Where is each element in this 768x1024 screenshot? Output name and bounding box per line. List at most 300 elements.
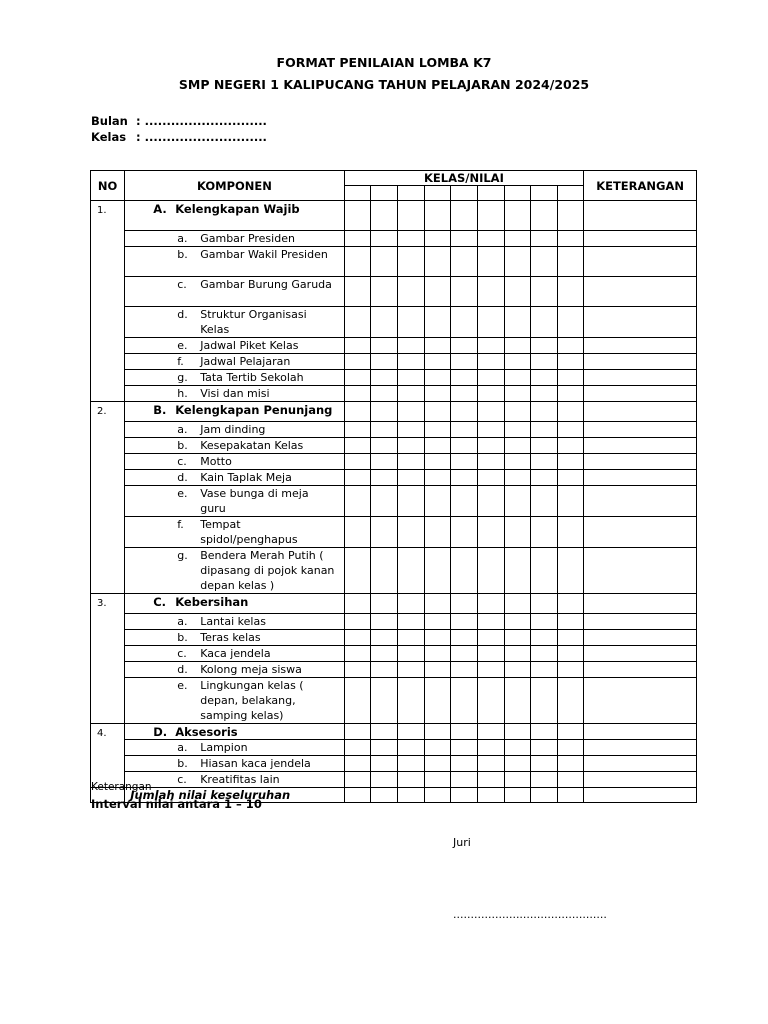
score-cell[interactable]: [397, 662, 424, 678]
score-cell[interactable]: [558, 678, 584, 724]
item-label: Hiasan kaca jendela: [200, 757, 311, 770]
score-cell[interactable]: [558, 724, 584, 740]
score-cell[interactable]: [478, 678, 505, 724]
score-cell[interactable]: [397, 788, 424, 803]
score-cell[interactable]: [424, 630, 451, 646]
item-letter: e.: [177, 339, 188, 352]
score-cell[interactable]: [558, 438, 584, 454]
score-cell[interactable]: [424, 788, 451, 803]
score-cell[interactable]: [344, 386, 371, 402]
score-cell[interactable]: [531, 370, 558, 386]
score-cell[interactable]: [451, 338, 478, 354]
score-cell[interactable]: [451, 354, 478, 370]
score-cell[interactable]: [531, 354, 558, 370]
score-cell[interactable]: [478, 454, 505, 470]
score-cell[interactable]: [424, 678, 451, 724]
score-cell[interactable]: [424, 470, 451, 486]
score-cell[interactable]: [558, 630, 584, 646]
score-cell[interactable]: [451, 386, 478, 402]
score-cell[interactable]: [397, 594, 424, 614]
score-cell[interactable]: [371, 338, 398, 354]
score-cell[interactable]: [397, 724, 424, 740]
score-cell[interactable]: [424, 772, 451, 788]
score-cell[interactable]: [344, 486, 371, 517]
score-cell[interactable]: [504, 724, 531, 740]
keterangan-cell[interactable]: [584, 370, 697, 386]
score-cell[interactable]: [504, 247, 531, 277]
score-cell[interactable]: [558, 740, 584, 756]
score-cell[interactable]: [478, 517, 505, 548]
score-cell[interactable]: [344, 402, 371, 422]
score-cell[interactable]: [451, 486, 478, 517]
score-cell[interactable]: [451, 594, 478, 614]
score-cell[interactable]: [397, 470, 424, 486]
score-cell[interactable]: [451, 662, 478, 678]
keterangan-cell[interactable]: [584, 277, 697, 307]
score-cell[interactable]: [558, 307, 584, 338]
score-cell[interactable]: [558, 772, 584, 788]
score-cell[interactable]: [424, 454, 451, 470]
item-letter: e.: [177, 487, 188, 500]
row-number-empty: [91, 370, 125, 386]
keterangan-cell[interactable]: [584, 201, 697, 231]
score-cell[interactable]: [478, 772, 505, 788]
score-cell[interactable]: [478, 724, 505, 740]
score-cell[interactable]: [531, 548, 558, 594]
score-cell[interactable]: [504, 386, 531, 402]
score-cell[interactable]: [397, 402, 424, 422]
score-cell[interactable]: [451, 517, 478, 548]
score-cell[interactable]: [424, 662, 451, 678]
score-cell[interactable]: [424, 386, 451, 402]
score-cell[interactable]: [371, 386, 398, 402]
score-cell[interactable]: [504, 662, 531, 678]
keterangan-cell[interactable]: [584, 247, 697, 277]
kelas-nilai-subcolumn: [531, 186, 558, 201]
score-cell[interactable]: [531, 386, 558, 402]
score-cell[interactable]: [478, 594, 505, 614]
score-cell[interactable]: [371, 422, 398, 438]
score-cell[interactable]: [371, 724, 398, 740]
score-cell[interactable]: [424, 438, 451, 454]
score-cell[interactable]: [451, 454, 478, 470]
score-cell[interactable]: [424, 201, 451, 231]
keterangan-cell[interactable]: [584, 614, 697, 630]
score-cell[interactable]: [531, 594, 558, 614]
score-cell[interactable]: [451, 201, 478, 231]
score-cell[interactable]: [344, 678, 371, 724]
score-cell[interactable]: [344, 338, 371, 354]
score-cell[interactable]: [478, 740, 505, 756]
score-cell[interactable]: [558, 201, 584, 231]
row-number-empty: [91, 438, 125, 454]
score-cell[interactable]: [371, 402, 398, 422]
score-cell[interactable]: [424, 277, 451, 307]
keterangan-cell[interactable]: [584, 402, 697, 422]
score-cell[interactable]: [397, 370, 424, 386]
score-cell[interactable]: [371, 594, 398, 614]
score-cell[interactable]: [397, 422, 424, 438]
keterangan-cell[interactable]: [584, 438, 697, 454]
score-cell[interactable]: [344, 470, 371, 486]
score-cell[interactable]: [504, 548, 531, 594]
score-cell[interactable]: [344, 517, 371, 548]
score-cell[interactable]: [478, 470, 505, 486]
score-cell[interactable]: [558, 646, 584, 662]
score-cell[interactable]: [371, 354, 398, 370]
score-cell[interactable]: [344, 277, 371, 307]
keterangan-cell[interactable]: [584, 594, 697, 614]
keterangan-cell[interactable]: [584, 422, 697, 438]
score-cell[interactable]: [344, 438, 371, 454]
score-cell[interactable]: [371, 231, 398, 247]
score-cell[interactable]: [344, 307, 371, 338]
score-cell[interactable]: [478, 614, 505, 630]
score-cell[interactable]: [424, 354, 451, 370]
kelas-nilai-subcolumn: [478, 186, 505, 201]
score-cell[interactable]: [451, 614, 478, 630]
keterangan-cell[interactable]: [584, 678, 697, 724]
score-cell[interactable]: [397, 772, 424, 788]
score-cell[interactable]: [531, 470, 558, 486]
item-text: [125, 772, 344, 788]
score-cell[interactable]: [397, 201, 424, 231]
score-cell[interactable]: [424, 724, 451, 740]
score-cell[interactable]: [504, 354, 531, 370]
score-cell[interactable]: [397, 486, 424, 517]
keterangan-cell[interactable]: [584, 724, 697, 740]
score-cell[interactable]: [397, 438, 424, 454]
keterangan-cell[interactable]: [584, 386, 697, 402]
score-cell[interactable]: [424, 486, 451, 517]
score-cell[interactable]: [558, 354, 584, 370]
keterangan-cell[interactable]: [584, 662, 697, 678]
score-cell[interactable]: [451, 422, 478, 438]
score-cell[interactable]: [451, 678, 478, 724]
score-cell[interactable]: [504, 277, 531, 307]
score-cell[interactable]: [344, 772, 371, 788]
score-cell[interactable]: [344, 614, 371, 630]
score-cell[interactable]: [451, 307, 478, 338]
score-cell[interactable]: [397, 614, 424, 630]
score-cell[interactable]: [397, 247, 424, 277]
score-cell[interactable]: [344, 788, 371, 803]
score-cell[interactable]: [504, 756, 531, 772]
score-cell[interactable]: [451, 724, 478, 740]
score-cell[interactable]: [371, 646, 398, 662]
keterangan-cell[interactable]: [584, 338, 697, 354]
score-cell[interactable]: [371, 201, 398, 231]
keterangan-cell[interactable]: [584, 307, 697, 338]
score-cell[interactable]: [371, 370, 398, 386]
document-subtitle: SMP NEGERI 1 KALIPUCANG TAHUN PELAJARAN 2024/2025: [178, 77, 590, 92]
score-cell[interactable]: [558, 247, 584, 277]
score-cell[interactable]: [531, 201, 558, 231]
score-cell[interactable]: [478, 422, 505, 438]
score-cell[interactable]: [451, 231, 478, 247]
score-cell[interactable]: [344, 630, 371, 646]
score-cell[interactable]: [397, 630, 424, 646]
score-cell[interactable]: [371, 470, 398, 486]
score-cell[interactable]: [371, 247, 398, 277]
score-cell[interactable]: [531, 756, 558, 772]
score-cell[interactable]: [451, 438, 478, 454]
score-cell[interactable]: [504, 338, 531, 354]
score-cell[interactable]: [478, 756, 505, 772]
score-cell[interactable]: [451, 247, 478, 277]
score-cell[interactable]: [531, 630, 558, 646]
score-cell[interactable]: [531, 247, 558, 277]
item-label: Kesepakatan Kelas: [200, 439, 304, 452]
item-letter: a.: [177, 741, 188, 754]
score-cell[interactable]: [371, 307, 398, 338]
score-cell[interactable]: [371, 756, 398, 772]
kelas-nilai-subcolumn: [397, 186, 424, 201]
score-cell[interactable]: [371, 662, 398, 678]
score-cell[interactable]: [531, 662, 558, 678]
score-cell[interactable]: [451, 548, 478, 594]
score-cell[interactable]: [451, 470, 478, 486]
score-cell[interactable]: [344, 454, 371, 470]
score-cell[interactable]: [451, 788, 478, 803]
score-cell[interactable]: [344, 724, 371, 740]
score-cell[interactable]: [504, 614, 531, 630]
score-cell[interactable]: [478, 662, 505, 678]
item-letter: g.: [177, 371, 188, 384]
score-cell[interactable]: [504, 402, 531, 422]
score-cell[interactable]: [531, 517, 558, 548]
score-cell[interactable]: [424, 307, 451, 338]
score-cell[interactable]: [531, 678, 558, 724]
score-cell[interactable]: [531, 231, 558, 247]
score-cell[interactable]: [478, 370, 505, 386]
score-cell[interactable]: [504, 630, 531, 646]
keterangan-cell[interactable]: [584, 486, 697, 517]
score-cell[interactable]: [424, 614, 451, 630]
score-cell[interactable]: [504, 486, 531, 517]
score-cell[interactable]: [478, 354, 505, 370]
keterangan-cell[interactable]: [584, 788, 697, 803]
score-cell[interactable]: [531, 614, 558, 630]
score-cell[interactable]: [504, 201, 531, 231]
score-cell[interactable]: [424, 740, 451, 756]
score-cell[interactable]: [504, 307, 531, 338]
score-cell[interactable]: [397, 307, 424, 338]
score-cell[interactable]: [397, 277, 424, 307]
score-cell[interactable]: [424, 517, 451, 548]
score-cell[interactable]: [558, 402, 584, 422]
item-text: [125, 422, 344, 438]
score-cell[interactable]: [371, 277, 398, 307]
score-cell[interactable]: [531, 277, 558, 307]
kelas-label: Kelas: [91, 130, 127, 144]
score-cell[interactable]: [424, 370, 451, 386]
score-cell[interactable]: [478, 307, 505, 338]
score-cell[interactable]: [558, 548, 584, 594]
score-cell[interactable]: [504, 438, 531, 454]
score-cell[interactable]: [344, 662, 371, 678]
score-cell[interactable]: [504, 370, 531, 386]
score-cell[interactable]: [478, 247, 505, 277]
score-cell[interactable]: [504, 646, 531, 662]
score-cell[interactable]: [558, 594, 584, 614]
score-cell[interactable]: [397, 740, 424, 756]
score-cell[interactable]: [371, 548, 398, 594]
score-cell[interactable]: [344, 740, 371, 756]
keterangan-cell[interactable]: [584, 630, 697, 646]
score-cell[interactable]: [451, 646, 478, 662]
score-cell[interactable]: [504, 422, 531, 438]
score-cell[interactable]: [344, 370, 371, 386]
score-cell[interactable]: [451, 772, 478, 788]
score-cell[interactable]: [344, 756, 371, 772]
keterangan-cell[interactable]: [584, 756, 697, 772]
score-cell[interactable]: [504, 470, 531, 486]
item-letter: d.: [177, 663, 188, 676]
score-cell[interactable]: [451, 277, 478, 307]
score-cell[interactable]: [531, 788, 558, 803]
score-cell[interactable]: [531, 454, 558, 470]
score-cell[interactable]: [478, 277, 505, 307]
score-cell[interactable]: [558, 486, 584, 517]
score-cell[interactable]: [504, 678, 531, 724]
score-cell[interactable]: [504, 788, 531, 803]
score-cell[interactable]: [478, 548, 505, 594]
score-cell[interactable]: [504, 772, 531, 788]
keterangan-cell[interactable]: [584, 517, 697, 548]
score-cell[interactable]: [397, 386, 424, 402]
score-cell[interactable]: [371, 614, 398, 630]
score-cell[interactable]: [478, 338, 505, 354]
score-cell[interactable]: [558, 231, 584, 247]
score-cell[interactable]: [344, 548, 371, 594]
score-cell[interactable]: [478, 231, 505, 247]
score-cell[interactable]: [451, 630, 478, 646]
score-cell[interactable]: [478, 630, 505, 646]
score-cell[interactable]: [371, 678, 398, 724]
score-cell[interactable]: [558, 338, 584, 354]
score-cell[interactable]: [478, 201, 505, 231]
score-cell[interactable]: [371, 772, 398, 788]
score-cell[interactable]: [478, 438, 505, 454]
score-cell[interactable]: [478, 788, 505, 803]
score-cell[interactable]: [558, 422, 584, 438]
score-cell[interactable]: [371, 454, 398, 470]
score-cell[interactable]: [424, 247, 451, 277]
score-cell[interactable]: [397, 678, 424, 724]
score-cell[interactable]: [344, 422, 371, 438]
score-cell[interactable]: [424, 402, 451, 422]
score-cell[interactable]: [558, 370, 584, 386]
keterangan-cell[interactable]: [584, 740, 697, 756]
score-cell[interactable]: [344, 201, 371, 231]
score-cell[interactable]: [424, 422, 451, 438]
row-number-empty: [91, 646, 125, 662]
score-cell[interactable]: [504, 517, 531, 548]
score-cell[interactable]: [478, 486, 505, 517]
score-cell[interactable]: [397, 517, 424, 548]
score-cell[interactable]: [531, 307, 558, 338]
score-cell[interactable]: [397, 646, 424, 662]
score-cell[interactable]: [558, 614, 584, 630]
section-letter: C.: [153, 595, 167, 609]
score-cell[interactable]: [558, 756, 584, 772]
score-cell[interactable]: [451, 370, 478, 386]
score-cell[interactable]: [531, 486, 558, 517]
score-cell[interactable]: [558, 386, 584, 402]
score-cell[interactable]: [344, 231, 371, 247]
score-cell[interactable]: [531, 772, 558, 788]
score-cell[interactable]: [424, 756, 451, 772]
score-cell[interactable]: [424, 548, 451, 594]
score-cell[interactable]: [344, 594, 371, 614]
score-cell[interactable]: [424, 338, 451, 354]
score-cell[interactable]: [531, 338, 558, 354]
score-cell[interactable]: [424, 594, 451, 614]
score-cell[interactable]: [531, 402, 558, 422]
score-cell[interactable]: [558, 277, 584, 307]
score-cell[interactable]: [504, 594, 531, 614]
score-cell[interactable]: [397, 548, 424, 594]
score-cell[interactable]: [424, 231, 451, 247]
score-cell[interactable]: [397, 756, 424, 772]
section-row: [91, 201, 697, 231]
score-cell[interactable]: [478, 386, 505, 402]
keterangan-cell[interactable]: [584, 454, 697, 470]
score-cell[interactable]: [451, 740, 478, 756]
score-cell[interactable]: [558, 470, 584, 486]
score-cell[interactable]: [371, 438, 398, 454]
keterangan-cell[interactable]: [584, 354, 697, 370]
score-cell[interactable]: [478, 402, 505, 422]
score-cell[interactable]: [371, 788, 398, 803]
score-cell[interactable]: [451, 402, 478, 422]
score-cell[interactable]: [558, 662, 584, 678]
score-cell[interactable]: [344, 646, 371, 662]
score-cell[interactable]: [397, 454, 424, 470]
score-cell[interactable]: [371, 517, 398, 548]
keterangan-cell[interactable]: [584, 646, 697, 662]
score-cell[interactable]: [558, 517, 584, 548]
score-cell[interactable]: [371, 740, 398, 756]
score-cell[interactable]: [478, 646, 505, 662]
score-cell[interactable]: [344, 247, 371, 277]
score-cell[interactable]: [344, 354, 371, 370]
keterangan-cell[interactable]: [584, 772, 697, 788]
keterangan-cell[interactable]: [584, 470, 697, 486]
score-cell[interactable]: [451, 756, 478, 772]
keterangan-cell[interactable]: [584, 231, 697, 247]
score-cell[interactable]: [558, 454, 584, 470]
score-cell[interactable]: [531, 422, 558, 438]
score-cell[interactable]: [397, 338, 424, 354]
score-cell[interactable]: [531, 438, 558, 454]
score-cell[interactable]: [504, 740, 531, 756]
score-cell[interactable]: [504, 231, 531, 247]
score-cell[interactable]: [531, 724, 558, 740]
score-cell[interactable]: [397, 354, 424, 370]
score-cell[interactable]: [531, 740, 558, 756]
item-letter: b.: [177, 248, 188, 261]
score-cell[interactable]: [558, 788, 584, 803]
score-cell[interactable]: [504, 454, 531, 470]
score-cell[interactable]: [371, 486, 398, 517]
score-cell[interactable]: [424, 646, 451, 662]
keterangan-cell[interactable]: [584, 548, 697, 594]
score-cell[interactable]: [397, 231, 424, 247]
score-cell[interactable]: [531, 646, 558, 662]
score-cell[interactable]: [371, 630, 398, 646]
